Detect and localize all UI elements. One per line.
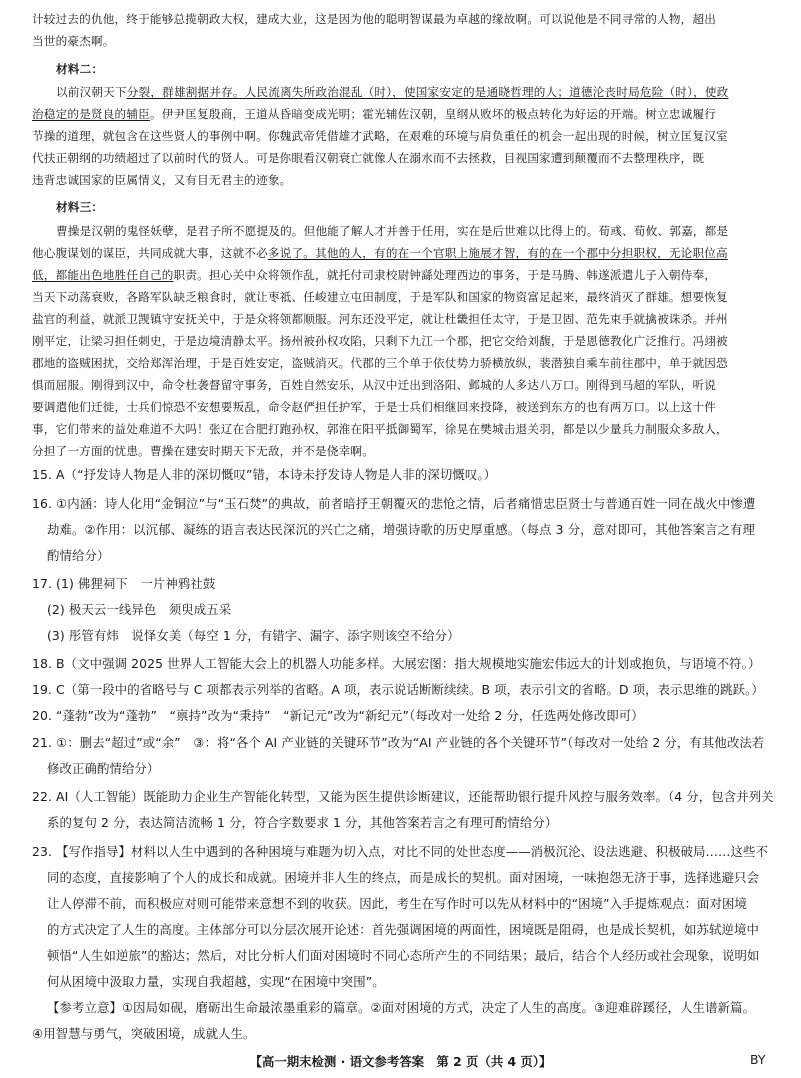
text-line: 要调遣他们迁徙，士兵们惊恐不安想要叛乱，命令赵俨担任护军，于是士兵们相继回来投降，被送到东方的也有两万口。以上这十件: [32, 400, 717, 414]
answer-line: 【参考立意】①因局如砚，磨砺出生命最浓墨重彩的篇章。②面对困境的方式，决定了人生的高度。③迎难辟蹊径，人生谱新篇。: [47, 1000, 756, 1015]
page-code: BY: [750, 1052, 766, 1067]
answer-line: 何从困境中汲取力量，实现自我超越，实现“在困境中突围”。: [47, 974, 385, 989]
text-line: 盐官的利益，就派卫觊镇守安抚关中，于是众将领都顺服。河东还没平定，就让杜畿担任太守，于是卫固、范先束手就擒被诛杀。并州: [32, 312, 728, 326]
answer-line: 20. “蓬勃”改为“蓬勃” “禀持”改为“秉持” “新记元”改为“新纪元”（每改对一处给 2 分，任选两处修改即可）: [32, 708, 644, 723]
answer-line: 修改正确酌情给分）: [47, 761, 160, 776]
text-line: 惧而屈服。刚得到汉中，命令杜袭督留守事务，百姓自然安乐，从汉中迁出到洛阳、邺城的人多达八万口。刚得到马超的军队，听说: [32, 378, 717, 392]
text-line: 代扶正朝纲的功绩超过了以前时代的贤人。可是你眼看汉朝衰亡就像人在溺水而不去拯救，目视国家遭到颠覆而不去整理秩序，既: [32, 151, 705, 165]
text-line: 分担了一方面的忧患。曹操在建安时期天下无敌，并不是侥幸啊。: [32, 444, 375, 458]
text-line: 刚平定，让梁习担任刺史，于是边境清静太平。扬州被孙权攻陷，只剩下九江一个郡，把它交给刘馥，于是恩德教化广泛推行。冯翊被: [32, 334, 728, 348]
text-line: 节操的道理，就包含在这些贤人的事例中啊。你魏武帝凭借雄才武略，在艰难的环境与肩负重任的机会一起出现的时候，树立匡复汉室: [32, 129, 728, 143]
text-line: 以前汉朝天下分裂，群雄割据并存。人民流离失所政治混乱（时），使国家安定的是通晓哲理的人；道德沦丧时局危险（时），使政: [56, 85, 729, 99]
answer-line: 18. B（文中强调 2025 世界人工智能大会上的机器人功能多样。大展宏图：指大规模地实施宏伟远大的计划或抱负，与语境不符。）: [32, 656, 761, 671]
answer-line: 15. A（“抒发诗人物是人非的深切慨叹”错，本诗未抒发诗人物是人非的深切慨叹。）: [32, 467, 497, 482]
answer-line: 19. C（第一段中的省略号与 C 项都表示列举的省略。A 项，表示说话断断续续。B 项，表示引文的省略。D 项，表示思维的跳跃。）: [32, 682, 764, 697]
answer-line: 系的复句 2 分，表达简洁流畅 1 分，符合字数要求 1 分，其他答案若言之有理可酌情给分）: [47, 815, 558, 830]
answer-line: (2) 极天云一线异色 须臾成五采: [47, 602, 232, 617]
answer-line: 的方式决定了人生的高度。主体部分可以分层次展开论述：首先强调困境的两面性，困境既是阻碍，也是成长契机，如苏轼逆境中: [47, 922, 759, 937]
answer-line: 劫难。②作用：以沉郁、凝练的语言表达民深沉的兴亡之痛，增强诗歌的历史厚重感。（每点 3 分，意对即可，其他答案言之有理: [47, 522, 756, 537]
answer-line: 22. AI（人工智能）既能助力企业生产智能化转型，又能为医生提供诊断建议，还能帮助银行提升风控与服务效率。（4 分，包含并列关: [32, 789, 774, 804]
answer-line: 21. ①：删去“超过”或“余” ③：将“各个 AI 产业链的关键环节”改为“AI 产业链的各个关键环节”（每改对一处给 2 分，有其他改法若: [32, 735, 765, 750]
material-heading: 材料二：: [56, 62, 104, 76]
answer-line: (3) 彤管有炜 说怿女美（每空 1 分，有错字、漏字、添字则该空不给分）: [47, 628, 460, 643]
text-line: 事，它们带来的益处难道不大吗！张辽在合肥打跑孙权，郭淮在阳平抵御蜀军，徐晃在樊城击退关羽，都是以少量兵力制服众多敌人，: [32, 422, 728, 436]
text-line: 低，都能出色地胜任自己的职责。担心关中众将领作乱，就托付司隶校尉钟繇处理西边的事务，于是马腾、韩遂派遣儿子入朝侍奉，: [32, 268, 717, 282]
answer-line: 顿悟“人生如逆旅”的豁达；然后，对比分析人们面对困境时不同心态所产生的不同结果；最后，结合个人经历或社会现象，说明如: [47, 948, 760, 963]
answer-line: 酌情给分）: [47, 548, 110, 563]
text-line: 计较过去的仇他，终于能够总揽朝政大权，建成大业，这是因为他的聪明智谋最为卓越的缘故啊。可以说他是不同寻常的人物，超出: [32, 12, 717, 26]
text-line: 他心腹谋划的谋臣，共同成就大事，这就不必多说了。其他的人，有的在一个官职上施展才智，有的在一个郡中分担职权，无论职位高: [32, 246, 728, 260]
material-heading: 材料三：: [56, 200, 104, 214]
answer-line: 17. (1) 佛狸祠下 一片神鸦社鼓: [32, 576, 216, 591]
text-line: 当世的豪杰啊。: [32, 34, 115, 48]
text-line: 曹操是汉朝的鬼怪妖孽，是君子所不愿提及的。但他能了解人才并善于任用，实在是后世难以比得上的。荀彧、荀攸、郭嘉，都是: [56, 224, 729, 238]
text-line: 郡地的盗贼困扰，交给郑浑治理，于是百姓安定，盗贼消灭。代郡的三个单于依仗势力骄横放纵，裴潜独自乘车前往郡中，单于就因恐: [32, 356, 728, 370]
answer-line: 23. 【写作指导】材料以人生中遇到的各种困境与难题为切入点，对比不同的处世态度——消极沉沦、设法逃避、积极破局……这些不: [32, 844, 769, 859]
text-line: 违背忠诚国家的臣属情义，又有目无君主的迹象。: [32, 173, 292, 187]
text-line: 当天下动荡衰败，各路军队缺乏粮食时，就让枣祗、任峻建立屯田制度，于是军队和国家的物资富足起来，最终消灭了群雄。想要恢复: [32, 290, 728, 304]
answer-line: 同的态度，直接影响了个人的成长和成就。困境并非人生的终点，而是成长的契机。面对困境，一味抱怨无济于事，选择逃避只会: [47, 870, 759, 885]
text-line: 治稳定的是贤良的辅臣。伊尹匡复殷商，王道从昏暗变成光明；霍光辅佐汉朝，皇纲从败坏的极点转化为好运的开端。树立忠诚履行: [32, 107, 717, 121]
page-footer: 【高一期末检测 · 语文参考答案 第 2 页（共 4 页）】: [249, 1054, 552, 1069]
answer-line: 16. ①内涵：诗人化用“金铜泣”与“玉石焚”的典故，前者暗抒王朝覆灭的悲怆之情，后者痛惜忠臣贤士与普通百姓一同在战火中惨遭: [32, 496, 756, 511]
answer-line: ④用智慧与勇气，突破困境，成就人生。: [32, 1026, 256, 1041]
answer-line: 让人停滞不前，而积极应对则可能带来意想不到的收获。因此，考生在写作时可以先从材料中的“困境”入手提炼观点：面对困境: [47, 896, 748, 911]
